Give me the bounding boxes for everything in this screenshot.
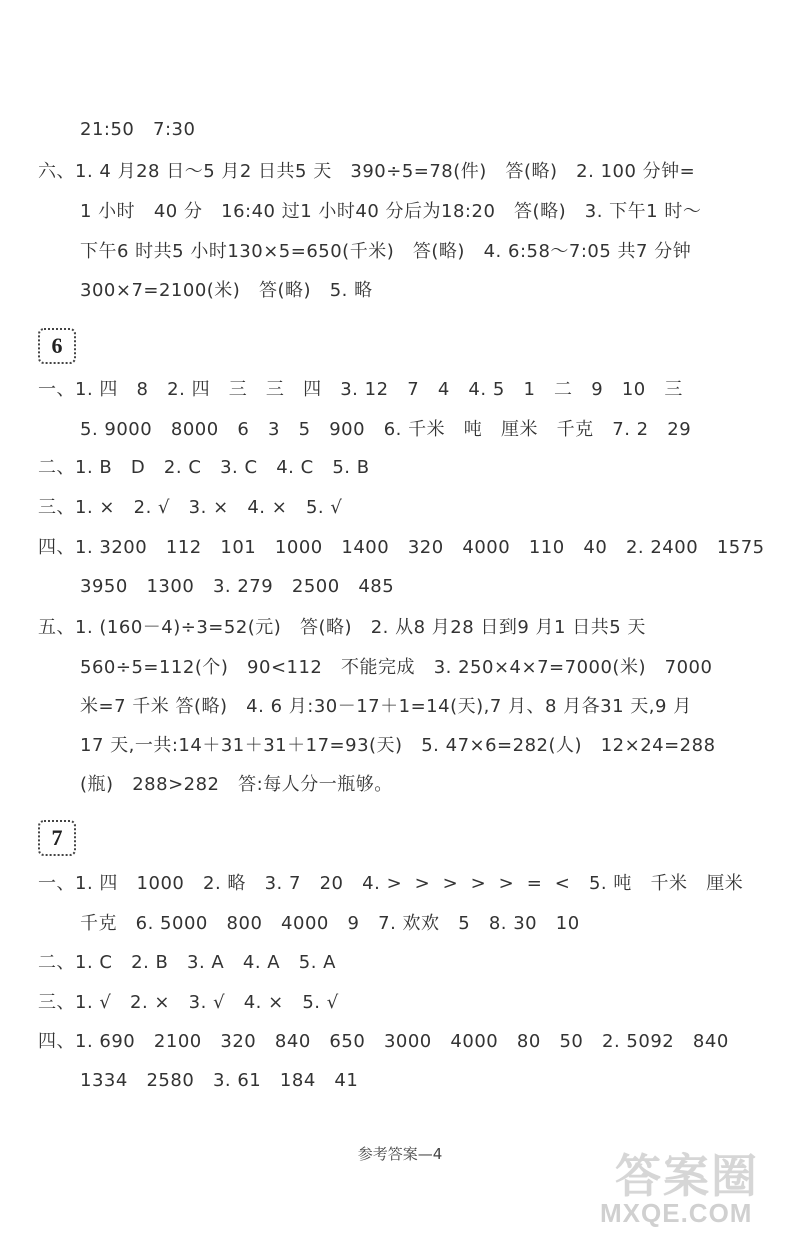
text-line: 下午6 时共5 小时130×5=650(千米) 答(略) 4. 6:58～7:05 共7 分钟	[80, 241, 692, 262]
text-line: 1334 2580 3. 61 184 41	[80, 1070, 359, 1091]
section-number-box: 6	[38, 328, 76, 364]
text-line: (瓶) 288>282 答:每人分一瓶够。	[80, 774, 393, 795]
text-line: 1 小时 40 分 16:40 过1 小时40 分后为18:20 答(略) 3. 下午1 时～	[80, 201, 702, 222]
text-line: 二、1. C 2. B 3. A 4. A 5. A	[38, 952, 336, 973]
text-line: 一、1. 四 8 2. 四 三 三 四 3. 12 7 4 4. 5 1 二 9 10 三	[38, 379, 683, 400]
watermark-logo	[600, 1140, 795, 1235]
text-line: 17 天,一共:14＋31＋31＋17=93(天) 5. 47×6=282(人) 12×24=288	[80, 735, 716, 756]
text-line: 二、1. B D 2. C 3. C 4. C 5. B	[38, 457, 370, 478]
text-line: 五、1. (160－4)÷3=52(元) 答(略) 2. 从8 月28 日到9 月1 日共5 天	[38, 617, 646, 638]
section-number-box: 7	[38, 820, 76, 856]
watermark-text: 答案圈	[615, 1149, 759, 1203]
text-line: 四、1. 690 2100 320 840 650 3000 4000 80 50 2. 5092 840	[38, 1031, 729, 1052]
text-line: 米=7 千米 答(略) 4. 6 月:30－17＋1=14(天),7 月、8 月各31 天,9 月	[80, 696, 692, 717]
text-line: 三、1. √ 2. × 3. √ 4. × 5. √	[38, 992, 339, 1013]
text-line: 一、1. 四 1000 2. 略 3. 7 20 4. > > > > > = < 5. 吨 千米 厘米	[38, 873, 744, 894]
text-line: 21:50 7:30	[80, 119, 196, 140]
text-line: 560÷5=112(个) 90<112 不能完成 3. 250×4×7=7000(米) 7000	[80, 657, 713, 678]
text-line: 千克 6. 5000 800 4000 9 7. 欢欢 5 8. 30 10	[80, 913, 580, 934]
text-line: 三、1. × 2. √ 3. × 4. × 5. √	[38, 497, 343, 518]
text-line: 300×7=2100(米) 答(略) 5. 略	[80, 280, 373, 301]
text-line: 六、1. 4 月28 日～5 月2 日共5 天 390÷5=78(件) 答(略) 2. 100 分钟=	[38, 161, 696, 182]
text-line: 3950 1300 3. 279 2500 485	[80, 576, 395, 597]
text-line: 四、1. 3200 112 101 1000 1400 320 4000 110 40 2. 2400 1575	[38, 537, 765, 558]
watermark-url: MXQE.COM	[600, 1198, 753, 1228]
page-footer: 参考答案—4	[357, 1145, 443, 1163]
text-line: 5. 9000 8000 6 3 5 900 6. 千米 吨 厘米 千克 7. 2 29	[80, 419, 692, 440]
